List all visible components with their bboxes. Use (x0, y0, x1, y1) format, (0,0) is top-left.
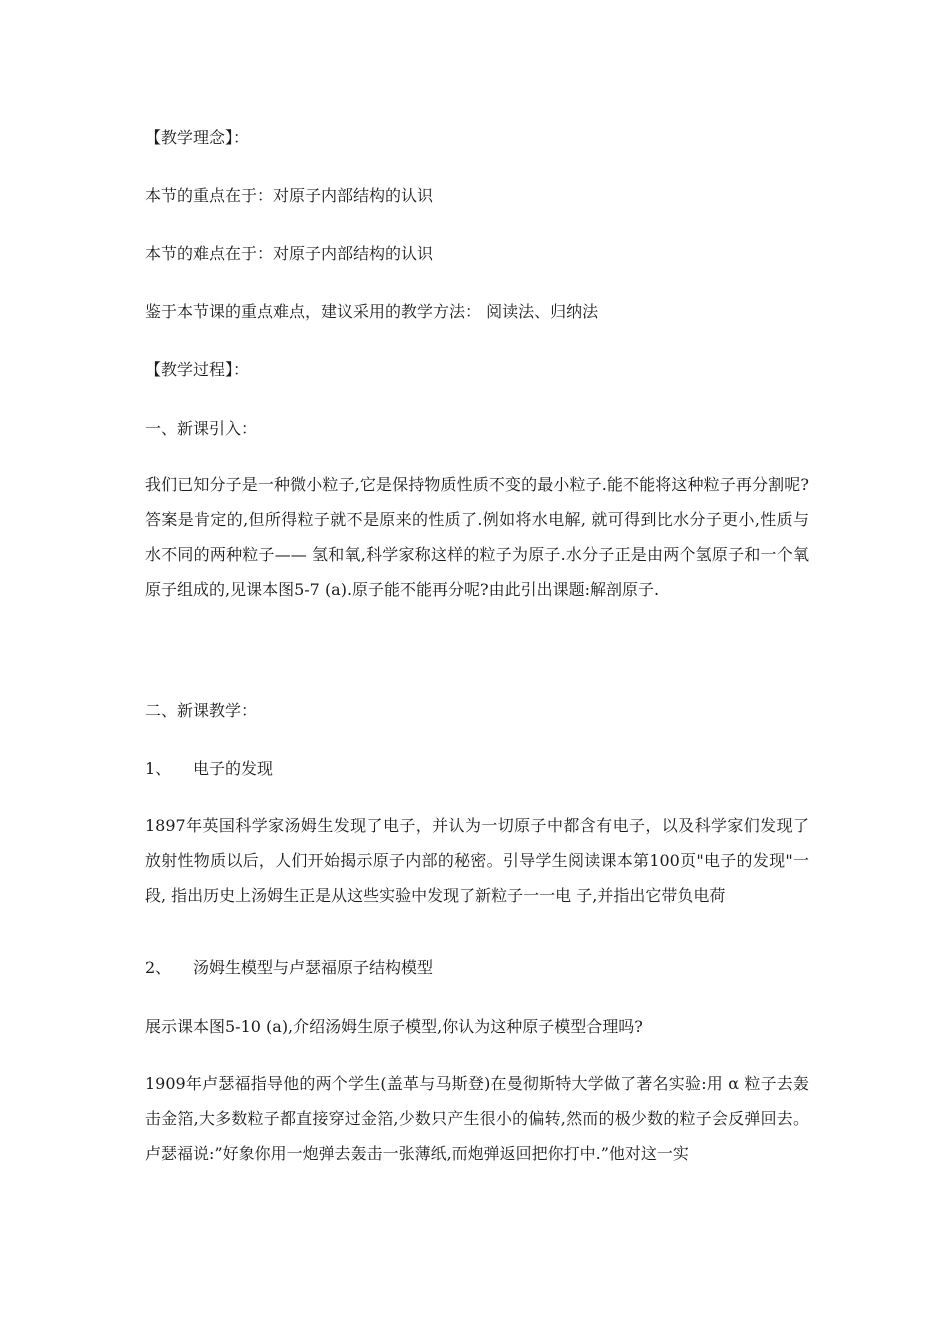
item-1-heading (145, 759, 273, 779)
item-2-heading (145, 958, 433, 978)
item-2-title: 汤姆生模型与卢瑟福原子结构模型 (193, 958, 434, 977)
key-point-line: 本节的重点在于：对原子内部结构的认识 (145, 186, 434, 205)
item-2-figure-line: 展示课本图5-10 (a),介绍汤姆生原子模型,你认为这种原子模型合理吗? (145, 1017, 643, 1036)
difficult-point-line: 本节的难点在于：对原子内部结构的认识 (145, 244, 434, 263)
item-1-paragraph: 1897年英国科学家汤姆生发现了电子，并认为一切原子中都含有电子，以及科学家们发现了放射性物质以后，人们开始揭示原子内部的秘密。引导学生阅读课本第100页"电子的发现"一段, 指出历史上汤姆生正是从这些实验中发现了新粒子一一电 子,并指出它带负电荷 (145, 816, 809, 905)
section-new-lesson-intro: 一、新课引入： (145, 419, 258, 438)
heading-teaching-concept: 【教学理念】： (145, 128, 250, 147)
item-1-title: 电子的发现 (193, 759, 274, 778)
intro-paragraph: 我们已知分子是一种微小粒子,它是保持物质性质不变的最小粒子.能不能将这种粒子再分割呢?答案是肯定的,但所得粒子就不是原来的性质了.例如将水电解, 就可得到比水分子更小,性质与水不同的两种粒子—— 氢和氧,科学家称这样的粒子为原子.水分子正是由两个氢原子和一个氧原子组成的,见课本图5-7 (a).原子能不能再分呢?由此引出课题:解剖原子. (145, 475, 809, 599)
item-2-paragraph: 1909年卢瑟福指导他的两个学生(盖革与马斯登)在曼彻斯特大学做了著名实验:用 α 粒子去轰击金箔,大多数粒子都直接穿过金箔,少数只产生很小的偏转,然而的极少数的粒子会反弹回去。卢瑟福说:”好象你用一炮弹去轰击一张薄纸,而炮弹返回把你打中.”他对这一实 (145, 1074, 809, 1163)
item-1-number: 1、 (145, 759, 172, 778)
section-new-lesson-teaching: 二、新课教学： (145, 701, 258, 720)
item-2-number: 2、 (145, 958, 172, 977)
heading-teaching-process: 【教学过程】： (145, 360, 250, 379)
teaching-method-line: 鉴于本节课的重点难点，建议采用的教学方法： 阅读法、归纳法 (145, 302, 599, 321)
